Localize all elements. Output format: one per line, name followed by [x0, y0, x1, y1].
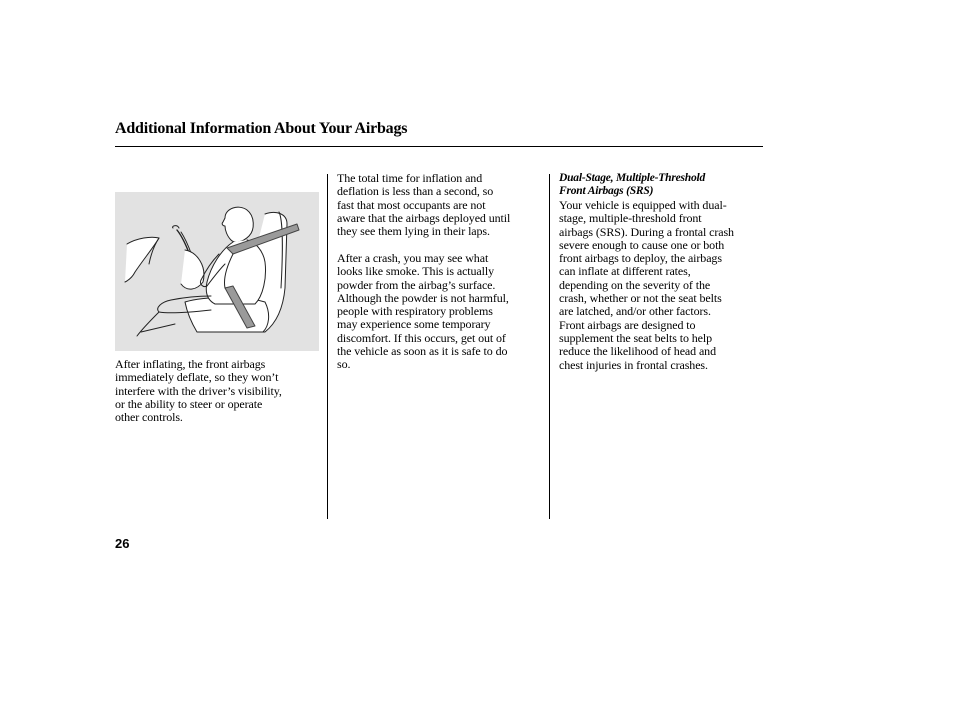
text-line: fast that most occupants are not — [337, 197, 486, 212]
column1-paragraph — [115, 358, 320, 424]
text-line: discomfort. If this occurs, get out of — [337, 330, 506, 345]
text-line: After a crash, you may see what — [337, 251, 489, 265]
text-line: depending on the severity of the — [559, 277, 711, 292]
text-line: deflation is less than a second, so — [337, 184, 494, 199]
airbag-deflated-occupant-illustration — [115, 192, 319, 351]
text-line: Front airbags are designed to — [559, 317, 696, 332]
text-line: so. — [337, 357, 351, 372]
text-line: are latched, and/or other factors. — [559, 304, 711, 319]
text-line: other controls. — [115, 410, 183, 425]
column2-paragraph-2 — [337, 252, 547, 372]
text-line: interfere with the driver’s visibility, — [115, 383, 282, 398]
text-line: can inflate at different rates, — [559, 264, 691, 279]
heading-line: Front Airbags (SRS) — [559, 185, 654, 198]
text-line: crash, whether or not the seat belts — [559, 291, 722, 306]
text-line: airbags (SRS). During a frontal crash — [559, 224, 734, 239]
text-line: they see them lying in their laps. — [337, 224, 490, 239]
text-line: reduce the likelihood of head and — [559, 344, 716, 359]
column-divider-2 — [549, 174, 550, 519]
text-line: people with respiratory problems — [337, 304, 493, 319]
title-divider — [115, 146, 763, 147]
text-line: severe enough to cause one or both — [559, 237, 725, 252]
text-line: may experience some temporary — [337, 317, 491, 332]
text-line: looks like smoke. This is actually — [337, 264, 495, 279]
column2-paragraph-1 — [337, 172, 547, 238]
text-line: aware that the airbags deployed until — [337, 210, 511, 225]
section-heading-dual-stage-airbags — [559, 172, 764, 199]
text-line: chest injuries in frontal crashes. — [559, 357, 708, 372]
page-number: 26 — [115, 536, 130, 551]
text-line: supplement the seat belts to help — [559, 330, 712, 345]
text-line: immediately deflate, so they won’t — [115, 370, 279, 385]
column3-paragraph — [559, 199, 764, 372]
text-line: The total time for inflation and — [337, 171, 483, 185]
column-divider-1 — [327, 174, 328, 519]
airbag-illustration-icon — [115, 192, 319, 351]
text-line: the vehicle as soon as it is safe to do — [337, 344, 508, 359]
text-line: powder from the airbag’s surface. — [337, 277, 496, 292]
text-line: Although the powder is not harmful, — [337, 290, 509, 305]
heading-line: Dual-Stage, Multiple-Threshold — [559, 172, 706, 184]
text-line: Your vehicle is equipped with dual- — [559, 198, 727, 212]
text-line: After inflating, the front airbags — [115, 357, 266, 371]
page-title: Additional Information About Your Airbags — [115, 120, 408, 137]
text-line: or the ability to steer or operate — [115, 396, 263, 411]
text-line: front airbags to deploy, the airbags — [559, 251, 722, 266]
text-line: stage, multiple-threshold front — [559, 211, 702, 226]
